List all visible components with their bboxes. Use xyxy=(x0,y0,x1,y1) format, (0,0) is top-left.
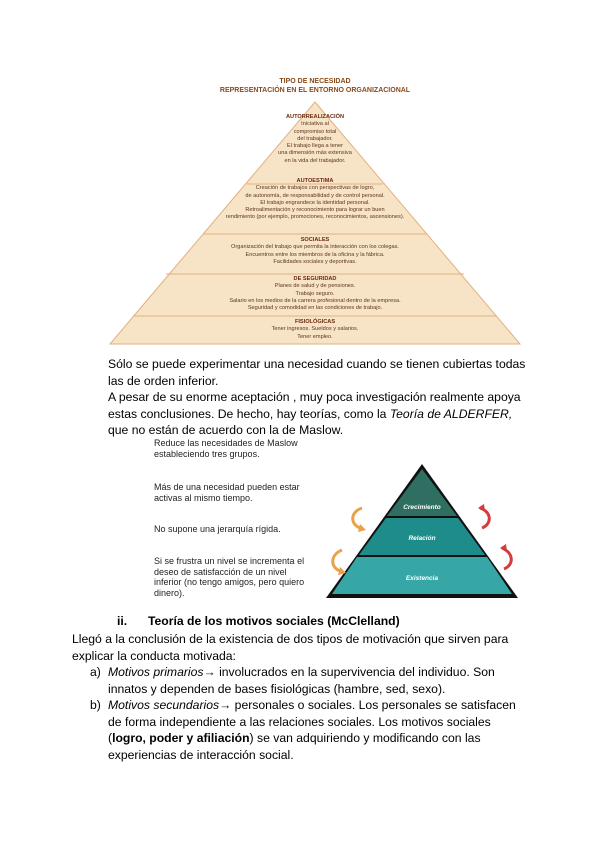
alderfer-point-4: Si se frustra un nivel se incrementa el deseo de satisfacción de un nivel inferior (no tengo amigos, pero quiero dinero). xyxy=(154,556,305,598)
maslow-level-autoestima xyxy=(165,178,465,222)
level-name: DE SEGURIDAD xyxy=(293,276,337,282)
maslow-title-line2: REPRESENTACIÓN EN EL ENTORNO ORGANIZACIONAL xyxy=(219,86,411,94)
level-line: en la vida del trabajador. xyxy=(284,157,346,164)
bold-motives: logro, poder y afiliación xyxy=(112,731,250,745)
level-line: Tener empleo. xyxy=(297,333,333,340)
section-heading xyxy=(117,614,400,628)
list-item-text: personales o sociales. Los personales se satisfacen de forma independiente a las relaciones sociales. Los motivos sociales ( xyxy=(108,698,516,745)
level-line: Retroalimentación y reconocimiento para lograr un buen xyxy=(245,207,385,214)
alderfer-pyramid xyxy=(322,460,528,604)
list-item-text: involucrados en la supervivencia del individuo. Son innatos y dependen de bases fisiológicas (hambre, sed, sexo). xyxy=(108,665,495,696)
level-line: rendimiento (por ejemplo, promociones, reconocimientos, ascensiones). xyxy=(225,214,405,221)
list-marker-a: a) xyxy=(90,665,101,679)
alderfer-label-crecimiento: Crecimiento xyxy=(403,504,441,511)
paragraph-text: A pesar de su enorme aceptación , muy poca investigación realmente apoya estas conclusiones. De hecho, hay teorías, como la xyxy=(108,390,521,421)
level-line: una dimensión más extensiva xyxy=(278,150,352,157)
level-line: El trabajo engrandece la identidad personal. xyxy=(260,199,370,206)
arrow-right-icon: → xyxy=(219,698,232,712)
maslow-level-seguridad xyxy=(145,276,485,312)
level-name: AUTORREALIZACIÓN xyxy=(285,114,344,120)
level-line: Encuentros entre los miembros de la oficina y la fábrica. xyxy=(245,251,385,258)
section-number: ii. xyxy=(117,614,128,628)
maslow-level-fisiologicas xyxy=(165,319,465,341)
level-line: de autonomía, de responsabilidad y de control personal. xyxy=(245,192,385,199)
list-marker-b: b) xyxy=(90,698,101,712)
level-line: Facilidades sociales y deportivas. xyxy=(273,258,357,265)
maslow-title-line1: TIPO DE NECESIDAD xyxy=(279,78,351,85)
maslow-title xyxy=(108,78,522,95)
level-name: AUTOESTIMA xyxy=(296,178,334,184)
level-line: Salario en los medios de la carrera profesional dentro de la empresa. xyxy=(229,297,401,304)
paragraph-text: que no están de acuerdo con la de Maslow. xyxy=(108,423,344,437)
level-line: Iniciativa al xyxy=(301,121,329,128)
arrow-right-icon: → xyxy=(203,665,216,679)
level-line: Seguridad y comodidad en las condiciones de trabajo. xyxy=(247,305,383,312)
section-title: Teoría de los motivos sociales (McClelland) xyxy=(147,614,400,628)
alderfer-label-relacion: Relación xyxy=(408,535,436,542)
level-line: compromiso total xyxy=(293,128,337,135)
alderfer-label-existencia: Existencia xyxy=(405,575,439,582)
level-name: FISIOLÓGICAS xyxy=(294,319,336,325)
maslow-level-sociales xyxy=(165,237,465,266)
term-motivos-primarios: Motivos primarios xyxy=(108,665,204,679)
level-line: Creación de trabajos con perspectivas de logro, xyxy=(255,185,375,192)
paragraph-mcclelland-intro: Llegó a la conclusión de la existencia de dos tipos de motivación que sirven para explicar la conducta motivada: xyxy=(72,632,509,663)
alderfer-point-1: Reduce las necesidades de Maslow estableciendo tres grupos. xyxy=(154,438,298,459)
alderfer-figure xyxy=(150,432,530,604)
term-motivos-secundarios: Motivos secundarios xyxy=(108,698,220,712)
level-line: Tener ingresos. Sueldos y salarios. xyxy=(271,326,359,333)
paragraph-maslow-condition: Sólo se puede experimentar una necesidad cuando se tienen cubiertas todas las de orden inferior. xyxy=(108,357,526,388)
alderfer-point-2: Más de una necesidad pueden estar activas al mismo tiempo. xyxy=(154,482,300,503)
maslow-figure xyxy=(108,76,522,346)
level-line: del trabajador. xyxy=(297,135,333,142)
level-line: Trabajo seguro. xyxy=(295,290,335,297)
level-line: El trabajo llega a tener xyxy=(287,143,343,150)
list-item-motivos-secundarios xyxy=(108,697,532,763)
list-item-motivos-primarios xyxy=(108,664,532,697)
level-line: Planes de salud y de pensiones. xyxy=(274,283,356,290)
level-name: SOCIALES xyxy=(300,237,330,243)
level-line: Organización del trabajo que permita la interacción con los colegas. xyxy=(231,244,399,251)
maslow-level-autorrealizacion xyxy=(215,114,415,165)
alderfer-point-3: No supone una jerarquía rígida. xyxy=(154,524,281,534)
list-item-text: ) se van adquiriendo y modificando con las experiencias de interacción social. xyxy=(108,731,481,762)
alderfer-theory-name: Teoría de ALDERFER, xyxy=(389,406,513,421)
